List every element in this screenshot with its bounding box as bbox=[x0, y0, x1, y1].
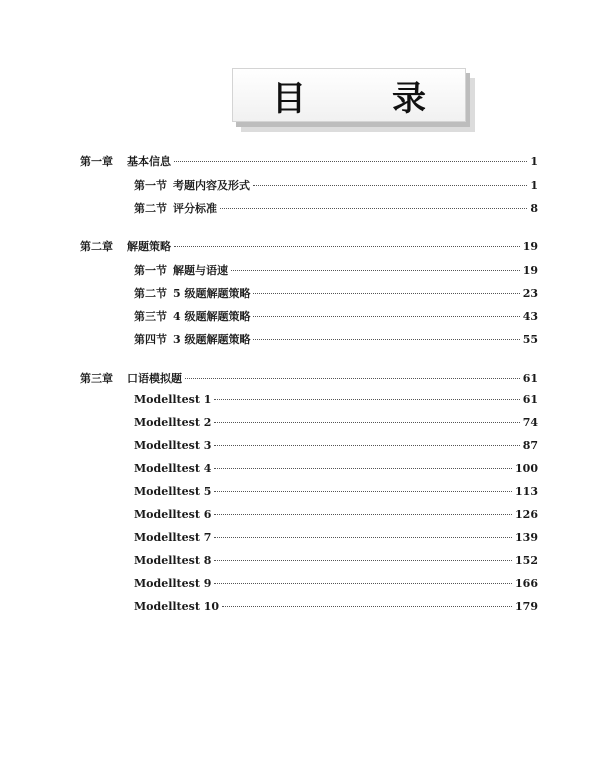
section-title: 评分标准 bbox=[173, 202, 217, 215]
dot-leader bbox=[214, 468, 512, 469]
page-number: 23 bbox=[522, 287, 538, 300]
dot-leader bbox=[214, 583, 512, 584]
section-title: 考题内容及形式 bbox=[173, 179, 250, 192]
page-number: 139 bbox=[515, 531, 538, 544]
dot-leader bbox=[253, 293, 519, 294]
toc-heading-box bbox=[232, 68, 466, 122]
toc-entry-section bbox=[0, 285, 538, 305]
dot-leader bbox=[214, 445, 519, 446]
toc-entry-test bbox=[0, 462, 538, 482]
dot-leader bbox=[253, 339, 519, 340]
test-title: Modelltest 2 bbox=[134, 416, 212, 429]
test-title: Modelltest 9 bbox=[134, 577, 212, 590]
page-number: 55 bbox=[522, 333, 538, 346]
dot-leader bbox=[214, 491, 512, 492]
toc-entry-section bbox=[0, 331, 538, 351]
dot-leader bbox=[220, 208, 527, 209]
toc-entry-test bbox=[0, 577, 538, 597]
toc-entry-chapter bbox=[0, 153, 538, 173]
toc-entry-test bbox=[0, 416, 538, 436]
test-title: Modelltest 5 bbox=[134, 485, 212, 498]
toc-entry-test bbox=[0, 531, 538, 551]
page-number: 126 bbox=[515, 508, 538, 521]
section-number: 第四节 bbox=[134, 333, 167, 346]
dot-leader bbox=[174, 246, 520, 247]
toc-entry-test bbox=[0, 485, 538, 505]
dot-leader bbox=[222, 606, 512, 607]
dot-leader bbox=[231, 270, 520, 271]
test-title: Modelltest 7 bbox=[134, 531, 212, 544]
test-title: Modelltest 10 bbox=[134, 600, 220, 613]
dot-leader bbox=[253, 316, 519, 317]
toc-entry-section bbox=[0, 262, 538, 282]
page-number: 179 bbox=[515, 600, 538, 613]
page-number: 166 bbox=[515, 577, 538, 590]
toc-entry-chapter bbox=[0, 238, 538, 258]
toc-entry-chapter bbox=[0, 370, 538, 390]
page-number: 1 bbox=[530, 179, 538, 192]
dot-leader bbox=[214, 422, 519, 423]
section-number: 第一节 bbox=[134, 179, 167, 192]
chapter-title: 基本信息 bbox=[127, 155, 171, 168]
page-number: 61 bbox=[522, 393, 538, 406]
test-title: Modelltest 6 bbox=[134, 508, 212, 521]
test-title: Modelltest 1 bbox=[134, 393, 212, 406]
chapter-number: 第三章 bbox=[80, 372, 113, 385]
toc-entry-test bbox=[0, 554, 538, 574]
section-title: 3 级题解题策略 bbox=[173, 333, 251, 346]
toc-entry-test bbox=[0, 439, 538, 459]
chapter-number: 第一章 bbox=[80, 155, 113, 168]
dot-leader bbox=[214, 514, 512, 515]
dot-leader bbox=[214, 560, 512, 561]
toc-entry-test bbox=[0, 393, 538, 413]
section-title: 5 级题解题策略 bbox=[173, 287, 251, 300]
dot-leader bbox=[185, 378, 520, 379]
dot-leader bbox=[253, 185, 527, 186]
chapter-number: 第二章 bbox=[80, 240, 113, 253]
test-title: Modelltest 8 bbox=[134, 554, 212, 567]
toc-entry-section bbox=[0, 177, 538, 197]
section-title: 4 级题解题策略 bbox=[173, 310, 251, 323]
toc-entry-test bbox=[0, 600, 538, 620]
page-number: 87 bbox=[522, 439, 538, 452]
page-number: 19 bbox=[522, 264, 538, 277]
page-number: 100 bbox=[515, 462, 538, 475]
section-number: 第三节 bbox=[134, 310, 167, 323]
toc-entry-section bbox=[0, 200, 538, 220]
dot-leader bbox=[174, 161, 527, 162]
page-number: 19 bbox=[522, 240, 538, 253]
section-number: 第二节 bbox=[134, 287, 167, 300]
toc-entry-test bbox=[0, 508, 538, 528]
dot-leader bbox=[214, 399, 519, 400]
page-number: 74 bbox=[522, 416, 538, 429]
page-number: 43 bbox=[522, 310, 538, 323]
toc-heading: 目 录 bbox=[272, 78, 452, 119]
section-number: 第一节 bbox=[134, 264, 167, 277]
page-number: 8 bbox=[530, 202, 538, 215]
section-number: 第二节 bbox=[134, 202, 167, 215]
page-number: 113 bbox=[515, 485, 538, 498]
chapter-title: 口语模拟题 bbox=[127, 372, 182, 385]
page-number: 152 bbox=[515, 554, 538, 567]
test-title: Modelltest 4 bbox=[134, 462, 212, 475]
chapter-title: 解题策略 bbox=[127, 240, 171, 253]
dot-leader bbox=[214, 537, 512, 538]
test-title: Modelltest 3 bbox=[134, 439, 212, 452]
page-number: 61 bbox=[522, 372, 538, 385]
section-title: 解题与语速 bbox=[173, 264, 228, 277]
page-number: 1 bbox=[530, 155, 538, 168]
toc-entry-section bbox=[0, 308, 538, 328]
